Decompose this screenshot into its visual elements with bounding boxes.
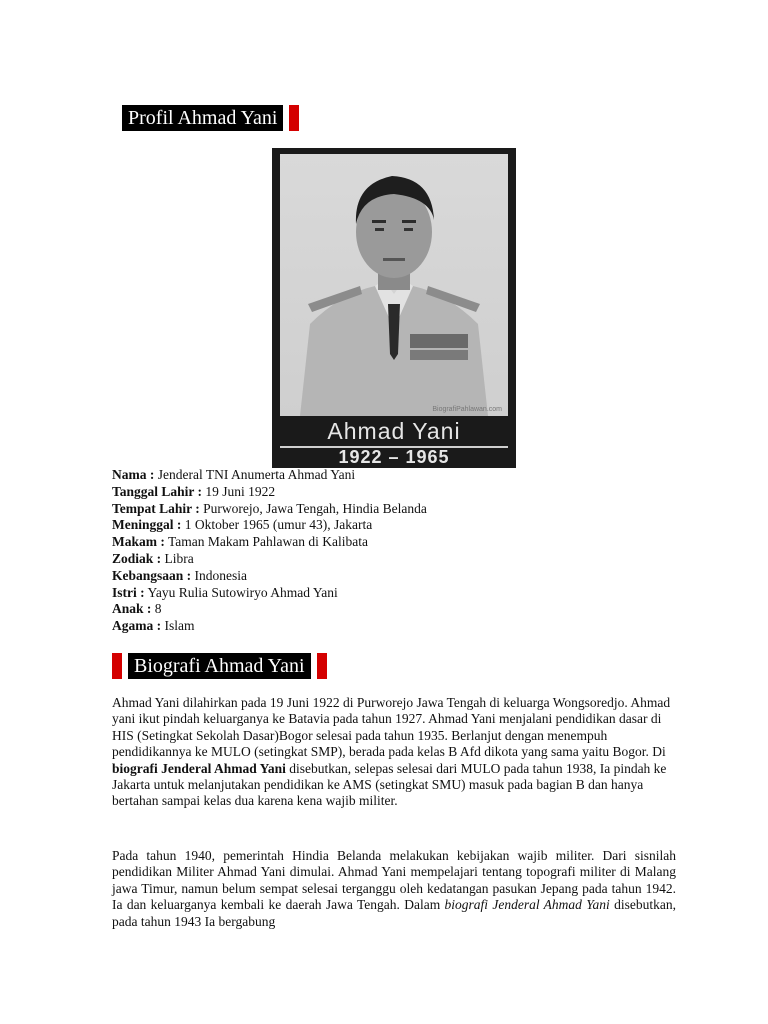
photo-watermark: BiografiPahlawan.com — [432, 406, 502, 413]
info-value: Jenderal TNI Anumerta Ahmad Yani — [154, 467, 356, 482]
portrait-caption-years: 1922 – 1965 — [338, 447, 450, 467]
paragraph-italic-text: biografi Jenderal Ahmad Yani — [444, 897, 610, 913]
info-label: Nama : — [112, 467, 155, 482]
heading-accent-bar — [289, 105, 299, 131]
info-row-istri — [112, 585, 427, 602]
portrait-caption-name: Ahmad Yani — [327, 418, 461, 444]
info-value: Indonesia — [191, 567, 248, 583]
biography-paragraph-2 — [112, 848, 676, 930]
info-label: Tempat Lahir : — [112, 500, 200, 516]
info-row-anak — [112, 601, 427, 618]
info-row-makam — [112, 534, 427, 551]
profile-info-list — [112, 467, 427, 635]
profile-heading — [116, 105, 299, 131]
info-row-zodiak — [112, 551, 427, 568]
info-value: 8 — [151, 601, 162, 617]
info-value: Libra — [161, 550, 194, 566]
info-row-nama — [112, 467, 427, 484]
heading-accent-bar-right — [317, 653, 327, 679]
biography-paragraph-1 — [112, 695, 676, 810]
paragraph-text: disebutkan, selepas selesai dari MULO pada tahun 1938, Ia pindah ke Jakarta untuk melanjutakan pendidikan ke AMS (setingkat SMU) masuk pada bagian B dan hanya bertahan sampai kelas dua karena kena wajib militer. — [112, 760, 667, 809]
info-row-meninggal — [112, 517, 427, 534]
info-label: Agama : — [112, 618, 162, 634]
info-value: Taman Makam Pahlawan di Kalibata — [164, 534, 368, 550]
info-value: 19 Juni 1922 — [202, 483, 276, 499]
info-row-tanggal-lahir — [112, 484, 427, 501]
profile-heading-title: Profil Ahmad Yani — [122, 105, 283, 131]
info-value: Yayu Rulia Sutowiryo Ahmad Yani — [144, 584, 338, 600]
info-value: Islam — [161, 618, 195, 634]
info-label: Zodiak : — [112, 550, 162, 566]
info-row-kebangsaan — [112, 568, 427, 585]
portrait-photo — [280, 154, 508, 416]
biography-heading — [112, 653, 327, 679]
paragraph-text: disebutkan, pada tahun 1943 Ia bergabung — [112, 897, 676, 929]
paragraph-text: Pada tahun 1940, pemerintah Hindia Belanda melakukan kebijakan wajib militer. Dari sisnilah pendidikan Militer Ahmad Yani dimulai. Ahmad Yani mempelajari tentang topografi militer di Malang jawa Timur, namun belum sempat selesai terganggu oleh kedatangan pasukan Jepang pada tahun 1942. Ia dan keluarganya kembali ke daerah Jawa Tengah. Dalam — [112, 848, 676, 913]
info-label: Kebangsaan : — [112, 567, 192, 583]
heading-accent-bar-left — [112, 653, 122, 679]
info-label: Istri : — [112, 584, 145, 600]
info-label: Anak : — [112, 601, 152, 617]
paragraph-text: Ahmad Yani dilahirkan pada 19 Juni 1922 di Purworejo Jawa Tengah di keluarga Wongsoredjo. Ahmad yani ikut pindah keluarganya ke Batavia pada tahun 1927. Ahmad Yani menjalani pendidikan dasar di HIS (Setingkat Sekolah Dasar)Bogor selesai pada tahun 1935. Berlanjut dengan menempuh pendidikannya ke MULO (setingkat SMP), berada pada kelas B Afd dikota yang sama yaitu Bogor. Di — [112, 695, 671, 760]
info-label: Tanggal Lahir : — [112, 483, 203, 499]
info-value: 1 Oktober 1965 (umur 43), Jakarta — [181, 517, 373, 533]
biography-heading-title: Biografi Ahmad Yani — [128, 653, 311, 679]
paragraph-bold-text: biografi Jenderal Ahmad Yani — [112, 760, 286, 776]
info-label: Makam : — [112, 534, 165, 550]
portrait-image — [272, 148, 516, 468]
info-value: Purworejo, Jawa Tengah, Hindia Belanda — [199, 500, 427, 516]
info-label: Meninggal : — [112, 517, 182, 533]
info-row-tempat-lahir — [112, 501, 427, 518]
info-row-agama — [112, 618, 427, 635]
